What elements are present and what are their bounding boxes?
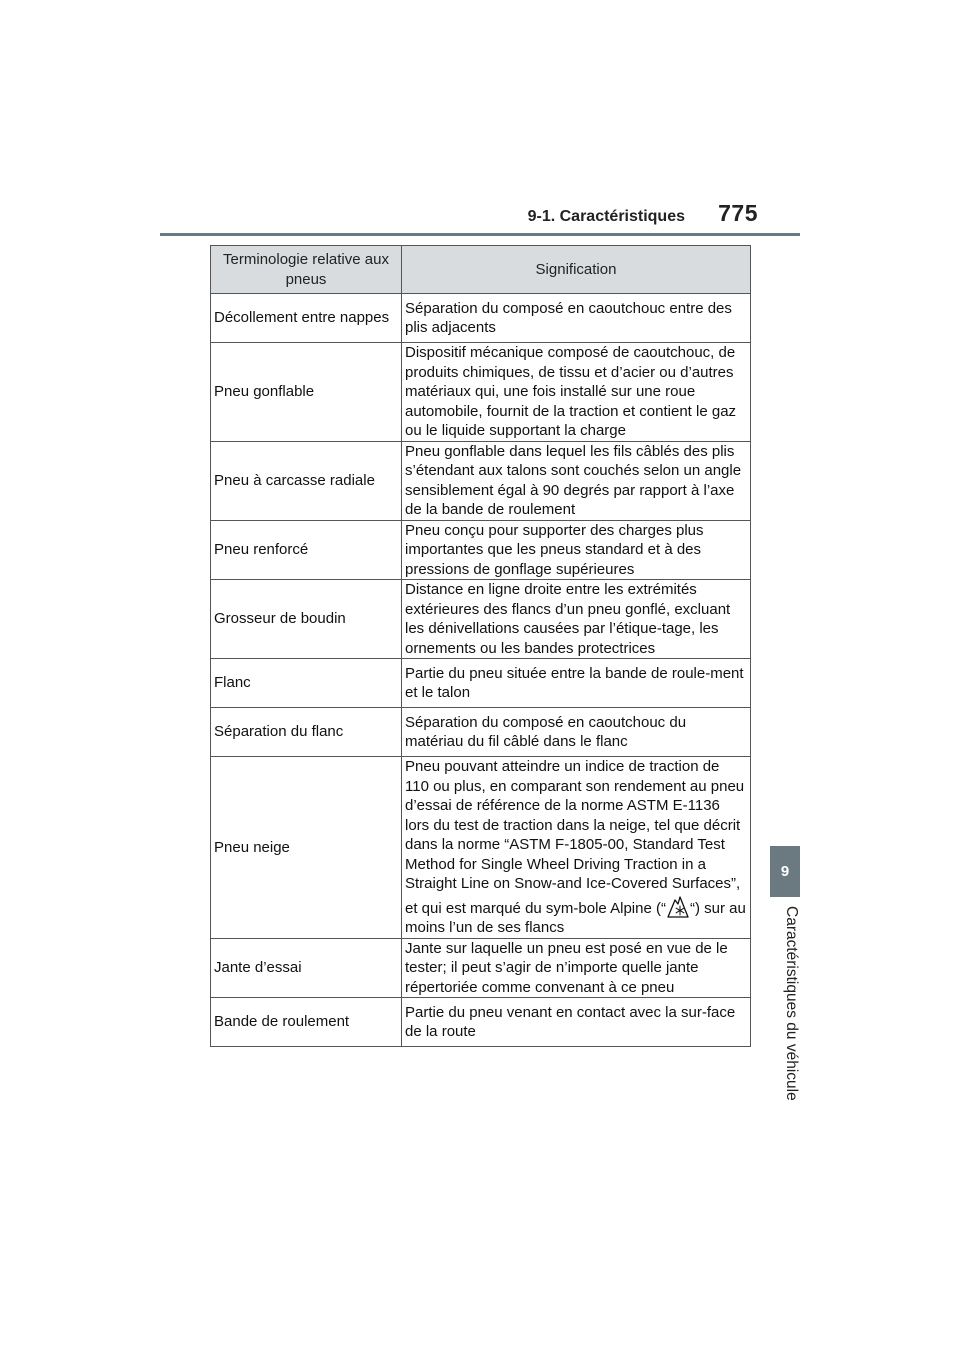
meaning-cell: Pneu conçu pour supporter des charges plus importantes que les pneus standard et à des pressions de gonflage supérieures — [402, 520, 751, 580]
meaning-cell: Jante sur laquelle un pneu est posé en vue de le tester; il peut s’agir de n’importe quelle jante répertoriée comme convenant à ce pneu — [402, 938, 751, 998]
term-cell: Décollement entre nappes — [211, 294, 402, 343]
table-row — [211, 998, 751, 1047]
table-row — [211, 938, 751, 998]
meaning-cell: Pneu gonflable dans lequel les fils câblés des plis s’étendant aux talons sont couchés selon un angle sensiblement égal à 90 degrés par rapport à l’axe de la bande de roulement — [402, 441, 751, 520]
meaning-cell: Distance en ligne droite entre les extrémités extérieures des flancs d’un pneu gonflé, excluant les dénivellations causées par l’étique-tage, les ornements ou les bandes protectrices — [402, 580, 751, 659]
meaning-text-part1: Pneu pouvant atteindre un indice de traction de 110 ou plus, en comparant son rendement au pneu d’essai de référence de la norme ASTM E-1136 lors du test de traction dans la neige, tel que décrit dans la norme “ASTM F-1805-00, Standard Test Method for Single Wheel Driving Traction in a Straight Line on Snow-and Ice-Covered Surfaces”, et qui est marqué du sym-bole Alpine (“ — [405, 758, 745, 917]
term-cell: Grosseur de boudin — [211, 580, 402, 659]
header-rule — [160, 233, 800, 236]
alpine-snowflake-icon — [667, 894, 689, 918]
term-cell: Flanc — [211, 659, 402, 708]
meaning-cell: Dispositif mécanique composé de caoutchouc, de produits chimiques, de tissu et d’acier ou d’autres matériaux qui, une fois installé sur une roue automobile, fournit de la traction et contient le gaz ou le liquide supportant la charge — [402, 343, 751, 442]
table-row — [211, 520, 751, 580]
table-row — [211, 708, 751, 757]
meaning-cell — [402, 757, 751, 939]
page-number: 775 — [718, 200, 758, 226]
table-row — [211, 580, 751, 659]
column-header-term: Terminologie relative aux pneus — [211, 246, 402, 294]
page-header — [160, 200, 800, 234]
meaning-cell: Partie du pneu venant en contact avec la sur-face de la route — [402, 998, 751, 1047]
meaning-cell: Séparation du composé en caoutchouc entre des plis adjacents — [402, 294, 751, 343]
term-cell: Pneu gonflable — [211, 343, 402, 442]
meaning-cell: Séparation du composé en caoutchouc du matériau du fil câblé dans le flanc — [402, 708, 751, 757]
term-cell: Pneu renforcé — [211, 520, 402, 580]
term-cell: Pneu neige — [211, 757, 402, 939]
table-row — [211, 659, 751, 708]
term-cell: Séparation du flanc — [211, 708, 402, 757]
term-cell: Bande de roulement — [211, 998, 402, 1047]
column-header-meaning: Signification — [402, 246, 751, 294]
term-cell: Jante d’essai — [211, 938, 402, 998]
table-row — [211, 294, 751, 343]
term-cell: Pneu à carcasse radiale — [211, 441, 402, 520]
meaning-cell: Partie du pneu située entre la bande de roule-ment et le talon — [402, 659, 751, 708]
table-row — [211, 441, 751, 520]
table-header-row — [211, 246, 751, 294]
chapter-tab — [770, 846, 800, 897]
tire-terminology-table — [210, 245, 751, 1047]
table-row — [211, 343, 751, 442]
section-title: 9-1. Caractéristiques — [527, 208, 685, 225]
chapter-label: Caractéristiques du véhicule — [783, 906, 800, 1101]
table-row — [211, 757, 751, 939]
chapter-number: 9 — [780, 863, 790, 880]
meaning-text-part2: “) sur au moins l’un de ses flancs — [405, 899, 746, 936]
